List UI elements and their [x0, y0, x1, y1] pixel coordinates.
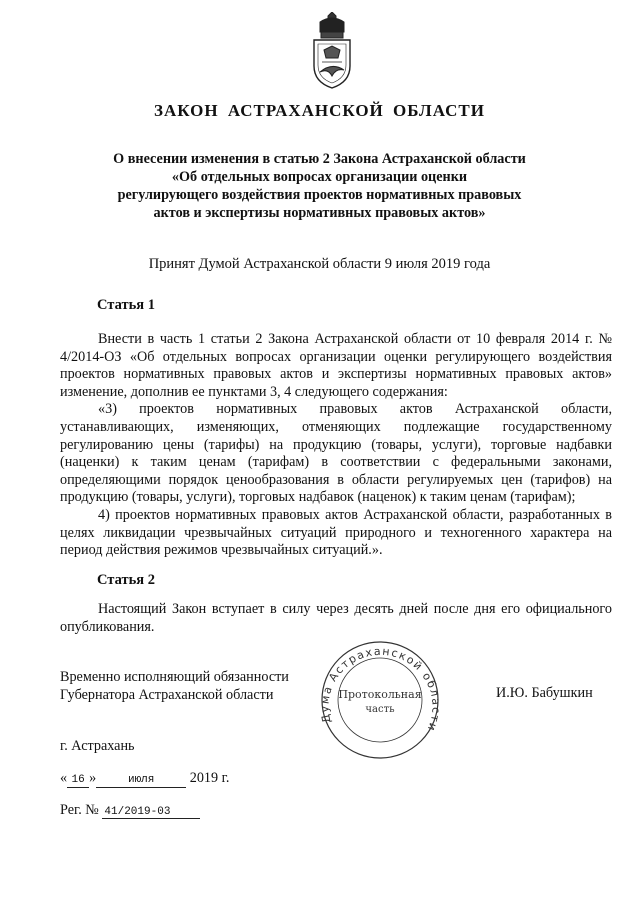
article-1-paragraph: 4) проектов нормативных правовых актов Астраханской области, разработанных в целях ликвидации чрезвычайных ситуаций природного и техногенного характера на период действия режимов чрезвычайных ситуаций.».: [60, 506, 612, 559]
registration-number: [60, 802, 200, 819]
stamp-ring-textpath: Дума Астраханской области: [318, 644, 443, 734]
article-1-heading: Статья 1: [97, 297, 155, 313]
date-open-quote: «: [60, 770, 68, 786]
official-stamp: [313, 640, 448, 760]
law-title: ЗАКОН АСТРАХАНСКОЙ ОБЛАСТИ: [153, 101, 485, 120]
registration-label: Рег. №: [60, 802, 99, 818]
article-2-paragraph: Настоящий Закон вступает в силу через десять дней после дня его официального опубликования.: [60, 601, 612, 635]
city: г. Астрахань: [60, 738, 135, 754]
law-subject: [60, 150, 579, 222]
date-year: 2019 г.: [189, 770, 230, 786]
signatory-name: И.Ю. Бабушкин: [496, 685, 593, 701]
date-day: 16: [67, 774, 89, 788]
date-month: июля: [96, 774, 186, 788]
signatory-position-line: Губернатора Астраханской области: [60, 687, 274, 703]
signatory-position: [60, 668, 289, 704]
signatory-position-line: Временно исполняющий обязанности: [60, 669, 289, 685]
stamp-center-line: часть: [365, 704, 395, 715]
article-1-paragraph: Внести в часть 1 статьи 2 Закона Астраханской области от 10 февраля 2014 г. № 4/2014-ОЗ «Об отдельных вопросах организации оценки регулирующего воздействия проектов нормативных правовых актов и экспертизы нормативных правовых актов» изменение, дополнив ее пунктами 3, 4 следующего содержания:: [60, 331, 612, 400]
article-1-paragraph: «3) проектов нормативных правовых актов Астраханской области, устанавливающих, изменяющих, отменяющих подлежащие государственному регулированию цены (тарифы) на продукцию (товары, услуги), торговые надбавки (наценки) к таким ценам (тарифам) в соответствии с федеральными законами, определяющими порядок ценообразования в области регулируемых цен (тарифов) на продукцию (товары, услуги), торговых надбавок (наценок) к таким ценам (тарифам);: [60, 401, 612, 506]
subject-line: «Об отдельных вопросах организации оценки: [171, 169, 468, 185]
registration-value: 41/2019-03: [102, 806, 200, 819]
signing-date: [60, 770, 229, 788]
stamp-center-line: Протокольная: [338, 688, 422, 701]
adoption-line: Принят Думой Астраханской области 9 июля 2019 года: [148, 256, 491, 272]
coat-of-arms-emblem: [306, 12, 358, 90]
article-1-body: [60, 331, 612, 560]
article-2-heading: Статья 2: [97, 572, 155, 588]
subject-line: О внесении изменения в статью 2 Закона Астраханской области: [113, 151, 526, 167]
article-2-body: [60, 601, 612, 636]
subject-line: регулирующего воздействия проектов нормативных правовых: [117, 187, 522, 203]
date-close-quote: »: [89, 770, 97, 786]
subject-line: актов и экспертизы нормативных правовых актов»: [153, 205, 486, 221]
